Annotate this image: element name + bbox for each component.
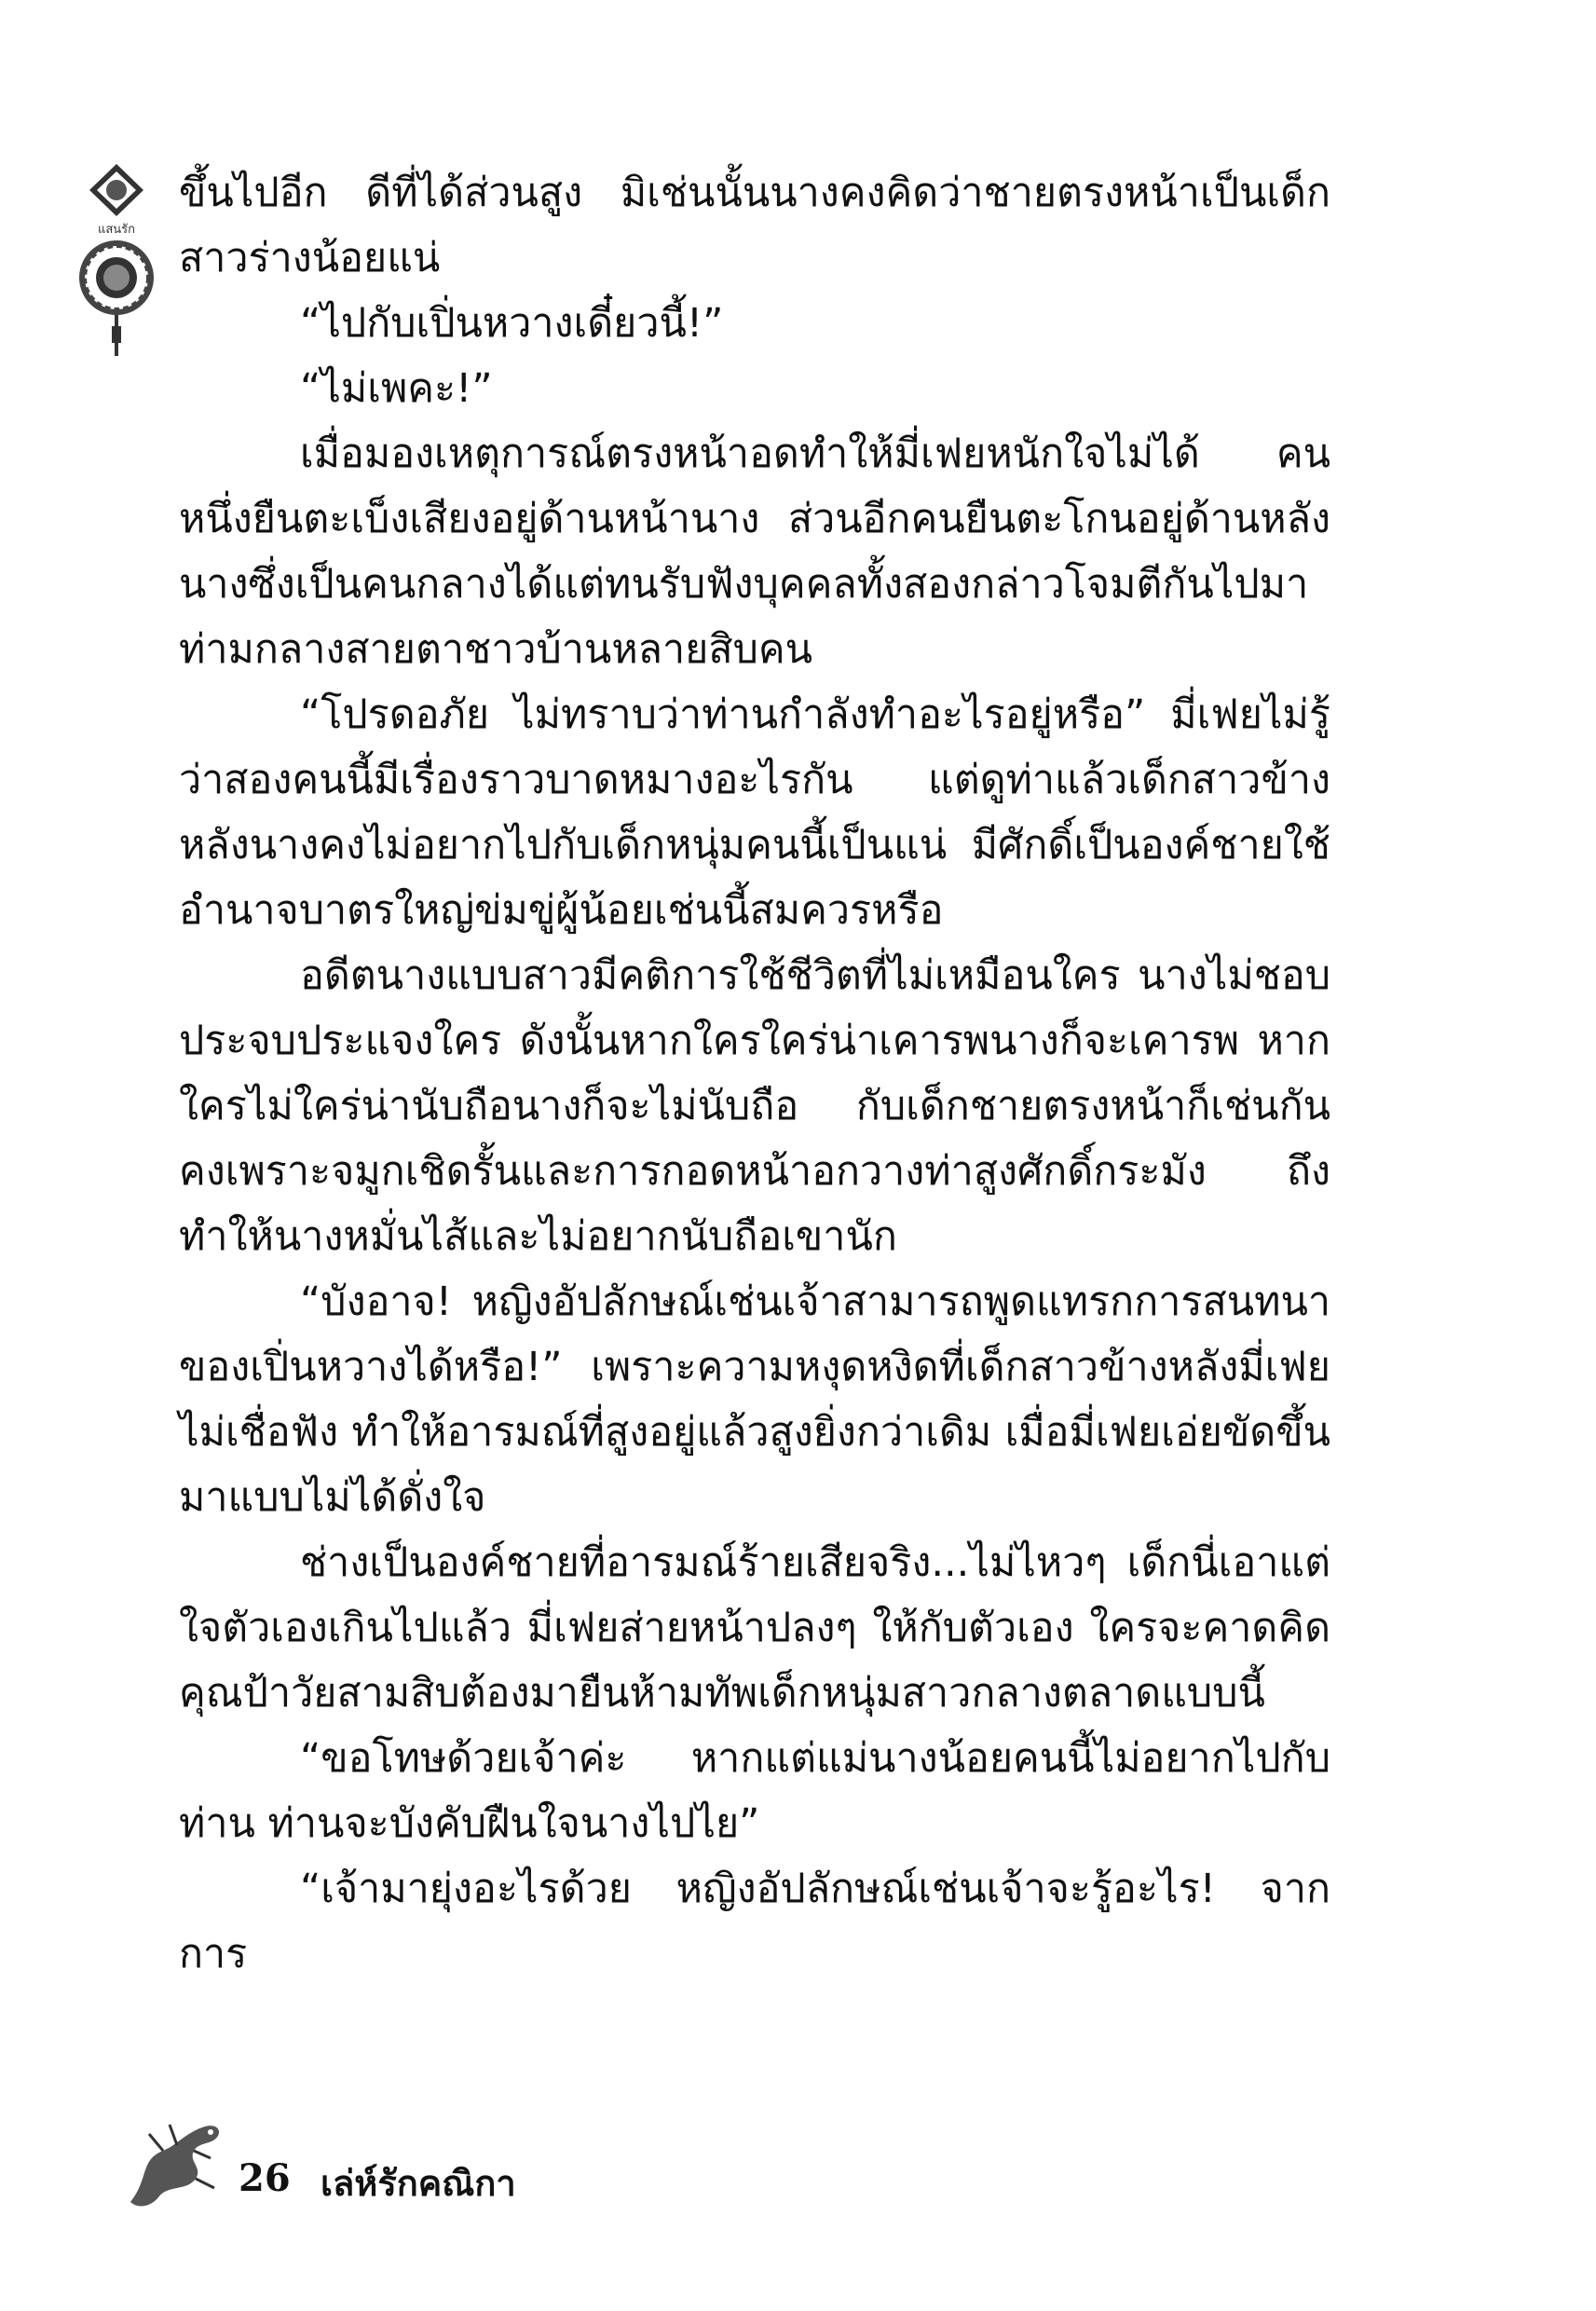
paragraph: “ไม่เพคะ!”: [300, 365, 493, 412]
dragon-icon: [121, 2113, 233, 2216]
page-footer: [121, 2113, 773, 2216]
paragraph: “บังอาจ! หญิงอัปลักษณ์เช่นเจ้าสามารถพูดแทรกการสนทนาของเปิ่นหวางได้หรือ!” เพราะความหงุดหงิดที่เด็กสาวข้างหลังมี่เฟยไม่เชื่อฟัง ทำให้อารมณ์ที่สูงอยู่แล้วสูงยิ่งกว่าเดิม เมื่อมี่เฟยเอ่ยขัดขึ้นมาแบบไม่ได้ดั่งใจ: [179, 1279, 1330, 1521]
paragraph: “ไปกับเปิ่นหวางเดี๋ยวนี้!”: [300, 300, 724, 347]
ornamental-seal-icon: [63, 158, 170, 363]
book-title: เล่ห์รักคณิกา: [321, 2162, 516, 2204]
paragraph: อดีตนางแบบสาวมีคติการใช้ชีวิตที่ไม่เหมือนใคร นางไม่ชอบประจบประแจงใคร ดังนั้นหากใครใคร่น่าเคารพนางก็จะเคารพ หากใครไม่ใคร่น่านับถือนางก็จะไม่นับถือ กับเด็กชายตรงหน้าก็เช่นกันคงเพราะจมูกเชิดรั้นและการกอดหน้าอกวางท่าสูงศักดิ์กระมัง ถึงทำให้นางหมั่นไส้และไม่อยากนับถือเขานัก: [179, 952, 1330, 1260]
paragraph: “เจ้ามายุ่งอะไรด้วย หญิงอัปลักษณ์เช่นเจ้าจะรู้อะไร! จากการ: [179, 1866, 1330, 1977]
publisher-emblem: [63, 158, 170, 363]
paragraph: ช่างเป็นองค์ชายที่อารมณ์ร้ายเสียจริง...ไม่ไหวๆ เด็กนี่เอาแต่ใจตัวเองเกินไปแล้ว มี่เฟยส่ายหน้าปลงๆ ให้กับตัวเอง ใครจะคาดคิดคุณป้าวัยสามสิบต้องมายืนห้ามทัพเด็กหนุ่มสาวกลางตลาดแบบนี้: [179, 1539, 1330, 1716]
paragraph: “ขอโทษด้วยเจ้าค่ะ หากแต่แม่นางน้อยคนนี้ไม่อยากไปกับท่าน ท่านจะบังคับฝืนใจนางไปไย”: [179, 1735, 1330, 1847]
page-number: 26: [239, 2156, 291, 2200]
paragraph: ขึ้นไปอีก ดีที่ได้ส่วนสูง มิเช่นนั้นนางคงคิดว่าชายตรงหน้าเป็นเด็กสาวร่างน้อยแน่: [179, 170, 1330, 281]
emblem-label: แสนรัก: [97, 223, 136, 237]
paragraph: “โปรดอภัย ไม่ทราบว่าท่านกำลังทำอะไรอยู่หรือ” มี่เฟยไม่รู้ว่าสองคนนี้มีเรื่องราวบาดหมางอะไรกัน แต่ดูท่าแล้วเด็กสาวข้างหลังนางคงไม่อยากไปกับเด็กหนุ่มคนนี้เป็นแน่ มีศักดิ์เป็นองค์ชายใช้อำนาจบาตรใหญ่ข่มขู่ผู้น้อยเช่นนี้สมควรหรือ: [179, 691, 1330, 934]
paragraph: เมื่อมองเหตุการณ์ตรงหน้าอดทำให้มี่เฟยหนักใจไม่ได้ คนหนึ่งยืนตะเบ็งเสียงอยู่ด้านหน้านาง ส่วนอีกคนยืนตะโกนอยู่ด้านหลัง นางซึ่งเป็นคนกลางได้แต่ทนรับฟังบุคคลทั้งสองกล่าวโจมตีกันไปมาท่ามกลางสายตาชาวบ้านหลายสิบคน: [179, 431, 1330, 673]
body-text: [179, 160, 1330, 1987]
